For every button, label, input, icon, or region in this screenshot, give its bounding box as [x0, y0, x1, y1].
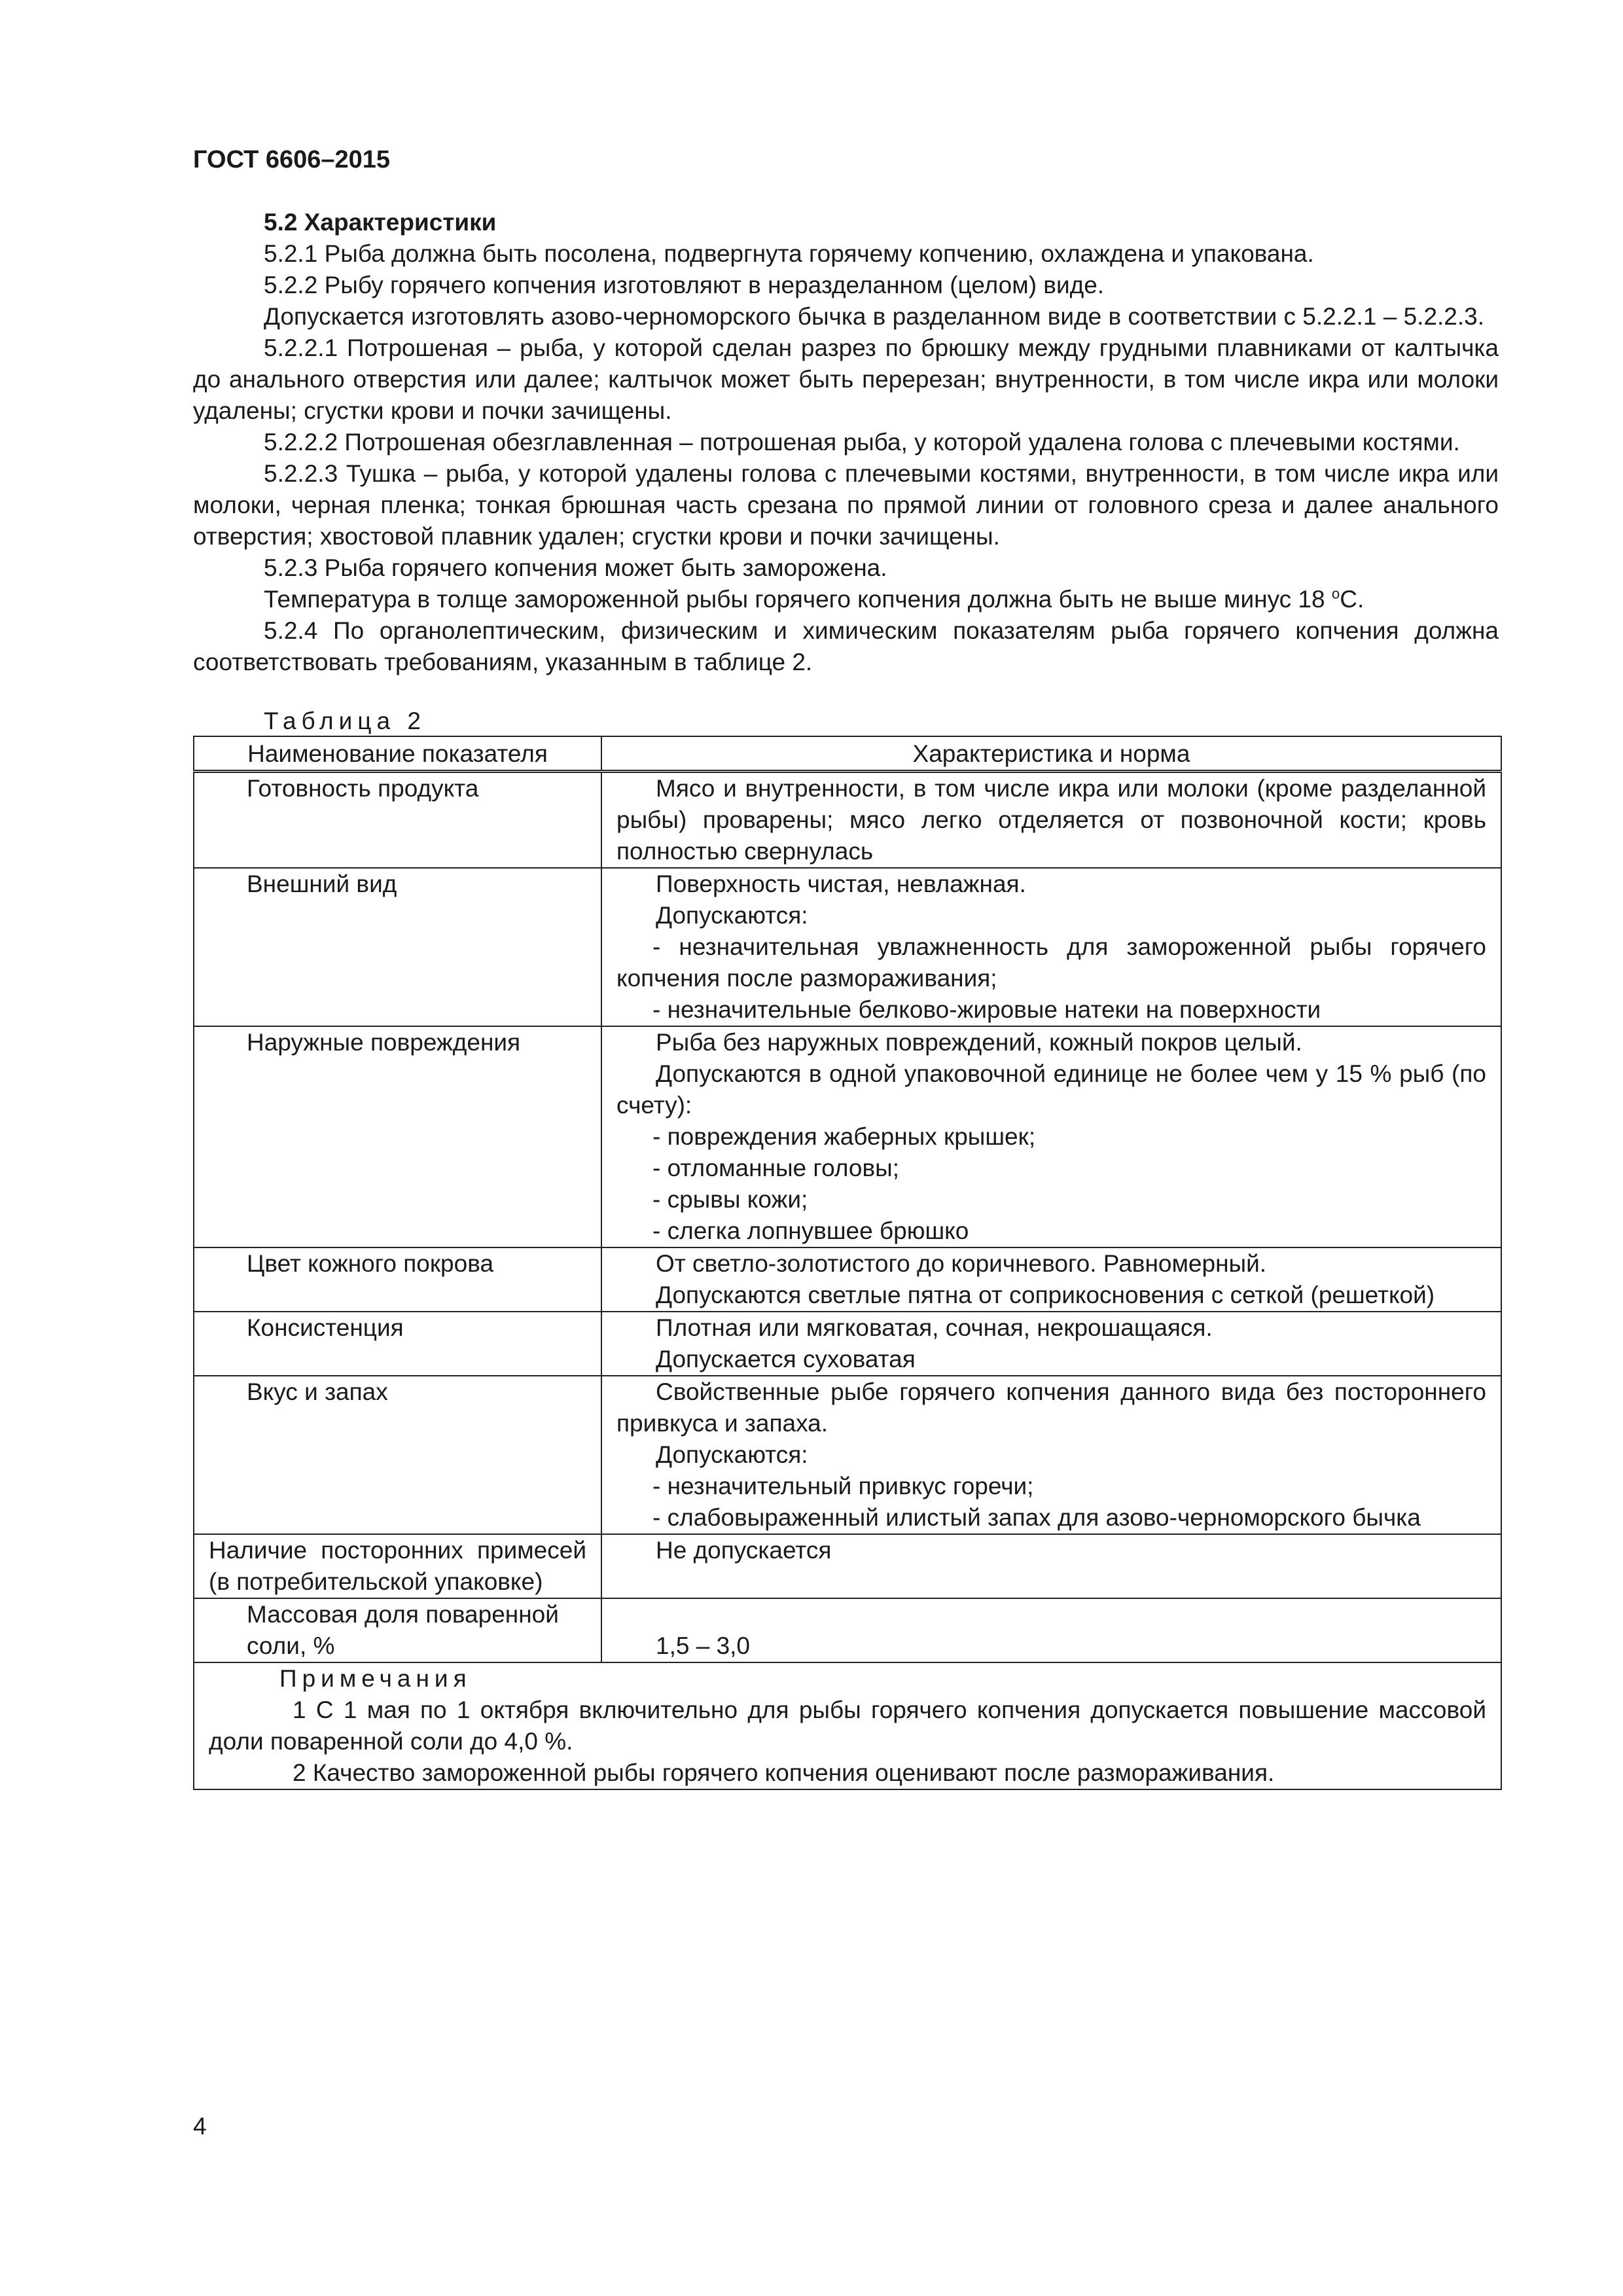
characteristic-line: - повреждения жаберных крышек; — [652, 1123, 1036, 1150]
characteristic-value — [601, 1598, 1501, 1662]
table-row — [194, 1247, 1501, 1312]
indicator-name: Цвет кожного покрова — [194, 1247, 601, 1312]
table-row — [194, 1312, 1501, 1376]
indicator-name: Внешний вид — [194, 868, 601, 1026]
document-code: ГОСТ 6606–2015 — [193, 146, 391, 173]
characteristic-line: - незначительная увлажненность для замороженной рыбы горячего копчения после размораживания; — [616, 933, 1486, 992]
paragraph-allowance: Допускается изготовлять азово-черноморского бычка в разделанном виде в соответствии с 5.2.2.1 – 5.2.2.3. — [264, 303, 1485, 330]
paragraph-5-2-2: 5.2.2 Рыбу горячего копчения изготовляют в неразделанном (целом) виде. — [264, 272, 1105, 298]
indicator-name: Наружные повреждения — [194, 1026, 601, 1247]
indicator-name: Консистенция — [194, 1312, 601, 1376]
paragraph-5-2-4: 5.2.4 По органолептическим, физическим и химическим показателям рыба горячего копчения должна соответствовать требованиям, указанным в таблице 2. — [193, 617, 1499, 675]
table-caption: Таблица 2 — [264, 708, 426, 734]
characteristic-line: Мясо и внутренности, в том числе икра или молоки (кроме разделанной рыбы) проварены; мясо легко отделяется от позвоночной кости; кровь полностью свернулась — [616, 775, 1486, 865]
header-indicator: Наименование показателя — [194, 736, 601, 772]
characteristic-line: От светло-золотистого до коричневого. Равномерный. — [656, 1250, 1267, 1277]
characteristic-line: - слабовыраженный илистый запах для азово-черноморского бычка — [652, 1504, 1421, 1531]
characteristic-line: Допускаются: — [656, 1441, 808, 1468]
characteristic-value — [601, 868, 1501, 1026]
paragraph-temperature — [193, 584, 1499, 615]
table-row — [194, 1534, 1501, 1598]
table-row — [194, 1376, 1501, 1534]
characteristic-line: - отломанные головы; — [652, 1155, 899, 1181]
table-notes — [194, 1662, 1501, 1789]
indicator-name: Вкус и запах — [194, 1376, 601, 1534]
characteristic-line: - срывы кожи; — [652, 1186, 808, 1213]
indicator-name: Наличие посторонних примесей (в потребительской упаковке) — [194, 1534, 601, 1598]
temperature-text: Температура в толще замороженной рыбы горячего копчения должна быть не выше минус 18 — [264, 586, 1325, 613]
paragraph-5-2-2-1: 5.2.2.1 Потрошеная – рыба, у которой сделан разрез по брюшку между грудными плавниками от калтычка до анального отверстия или далее; калтычок может быть перерезан; внутренности, в том числе икра или молоки удалены; сгустки крови и почки зачищены. — [193, 334, 1499, 424]
characteristic-line: Допускаются: — [656, 902, 808, 929]
characteristic-line: Плотная или мягковатая, сочная, некрошащаяся. — [656, 1314, 1213, 1341]
paragraph-5-2-2-2: 5.2.2.2 Потрошеная обезглавленная – потрошеная рыба, у которой удалена голова с плечевыми костями. — [264, 429, 1460, 456]
characteristic-value — [601, 1312, 1501, 1376]
temperature-unit: С. — [1340, 586, 1364, 613]
notes-heading: Примечания — [279, 1665, 472, 1692]
table-body — [194, 772, 1501, 1663]
characteristic-line: - слегка лопнувшее брюшко — [652, 1217, 969, 1244]
degree-sign: о — [1331, 585, 1340, 602]
characteristic-line: Допускается суховатая — [656, 1346, 916, 1372]
table-row — [194, 868, 1501, 1026]
characteristic-line: - незначительный привкус горечи; — [652, 1473, 1034, 1499]
table-row — [194, 1026, 1501, 1247]
characteristic-value — [601, 1534, 1501, 1598]
requirements-table — [193, 736, 1502, 1790]
characteristic-value — [601, 1376, 1501, 1534]
characteristic-line: - незначительные белково-жировые натеки на поверхности — [652, 996, 1321, 1023]
characteristic-line: 1,5 – 3,0 — [656, 1632, 751, 1659]
header-characteristic: Характеристика и норма — [601, 736, 1501, 772]
note-2: 2 Качество замороженной рыбы горячего копчения оценивают после размораживания. — [293, 1759, 1275, 1786]
table-row — [194, 1598, 1501, 1662]
table-notes-row — [194, 1662, 1501, 1789]
characteristic-line: Рыба без наружных повреждений, кожный покров целый. — [656, 1029, 1302, 1056]
characteristic-value — [601, 1247, 1501, 1312]
characteristic-line: Поверхность чистая, невлажная. — [656, 870, 1026, 897]
characteristic-value — [601, 772, 1501, 869]
indicator-name: Готовность продукта — [194, 772, 601, 869]
paragraph-5-2-2-3: 5.2.2.3 Тушка – рыба, у которой удалены голова с плечевыми костями, внутренности, в том числе икра или молоки, черная пленка; тонкая брюшная часть срезана по прямой линии от головного среза и далее анального отверстия; хвостовой плавник удален; сгустки крови и почки зачищены. — [193, 460, 1499, 550]
indicator-name: Массовая доля поваренной соли, % — [194, 1598, 601, 1662]
characteristic-line: Допускаются в одной упаковочной единице не более чем у 15 % рыб (по счету): — [616, 1060, 1486, 1119]
characteristic-line: Допускаются светлые пятна от соприкосновения с сеткой (решеткой) — [656, 1282, 1435, 1308]
page-number: 4 — [193, 2113, 207, 2140]
paragraph-5-2-3: 5.2.3 Рыба горячего копчения может быть заморожена. — [264, 554, 887, 581]
document-page — [193, 144, 1499, 1790]
characteristic-value — [601, 1026, 1501, 1247]
paragraph-5-2-1: 5.2.1 Рыба должна быть посолена, подвергнута горячему копчению, охлаждена и упакована. — [264, 240, 1314, 267]
section-title: 5.2 Характеристики — [264, 209, 497, 236]
table-row — [194, 772, 1501, 869]
table-header-row — [194, 736, 1501, 772]
characteristic-line: Свойственные рыбе горячего копчения данного вида без постороннего привкуса и запаха. — [616, 1378, 1486, 1437]
characteristic-line: Не допускается — [656, 1537, 832, 1564]
note-1: 1 С 1 мая по 1 октября включительно для рыбы горячего копчения допускается повышение массовой доли поваренной соли до 4,0 %. — [209, 1696, 1486, 1755]
